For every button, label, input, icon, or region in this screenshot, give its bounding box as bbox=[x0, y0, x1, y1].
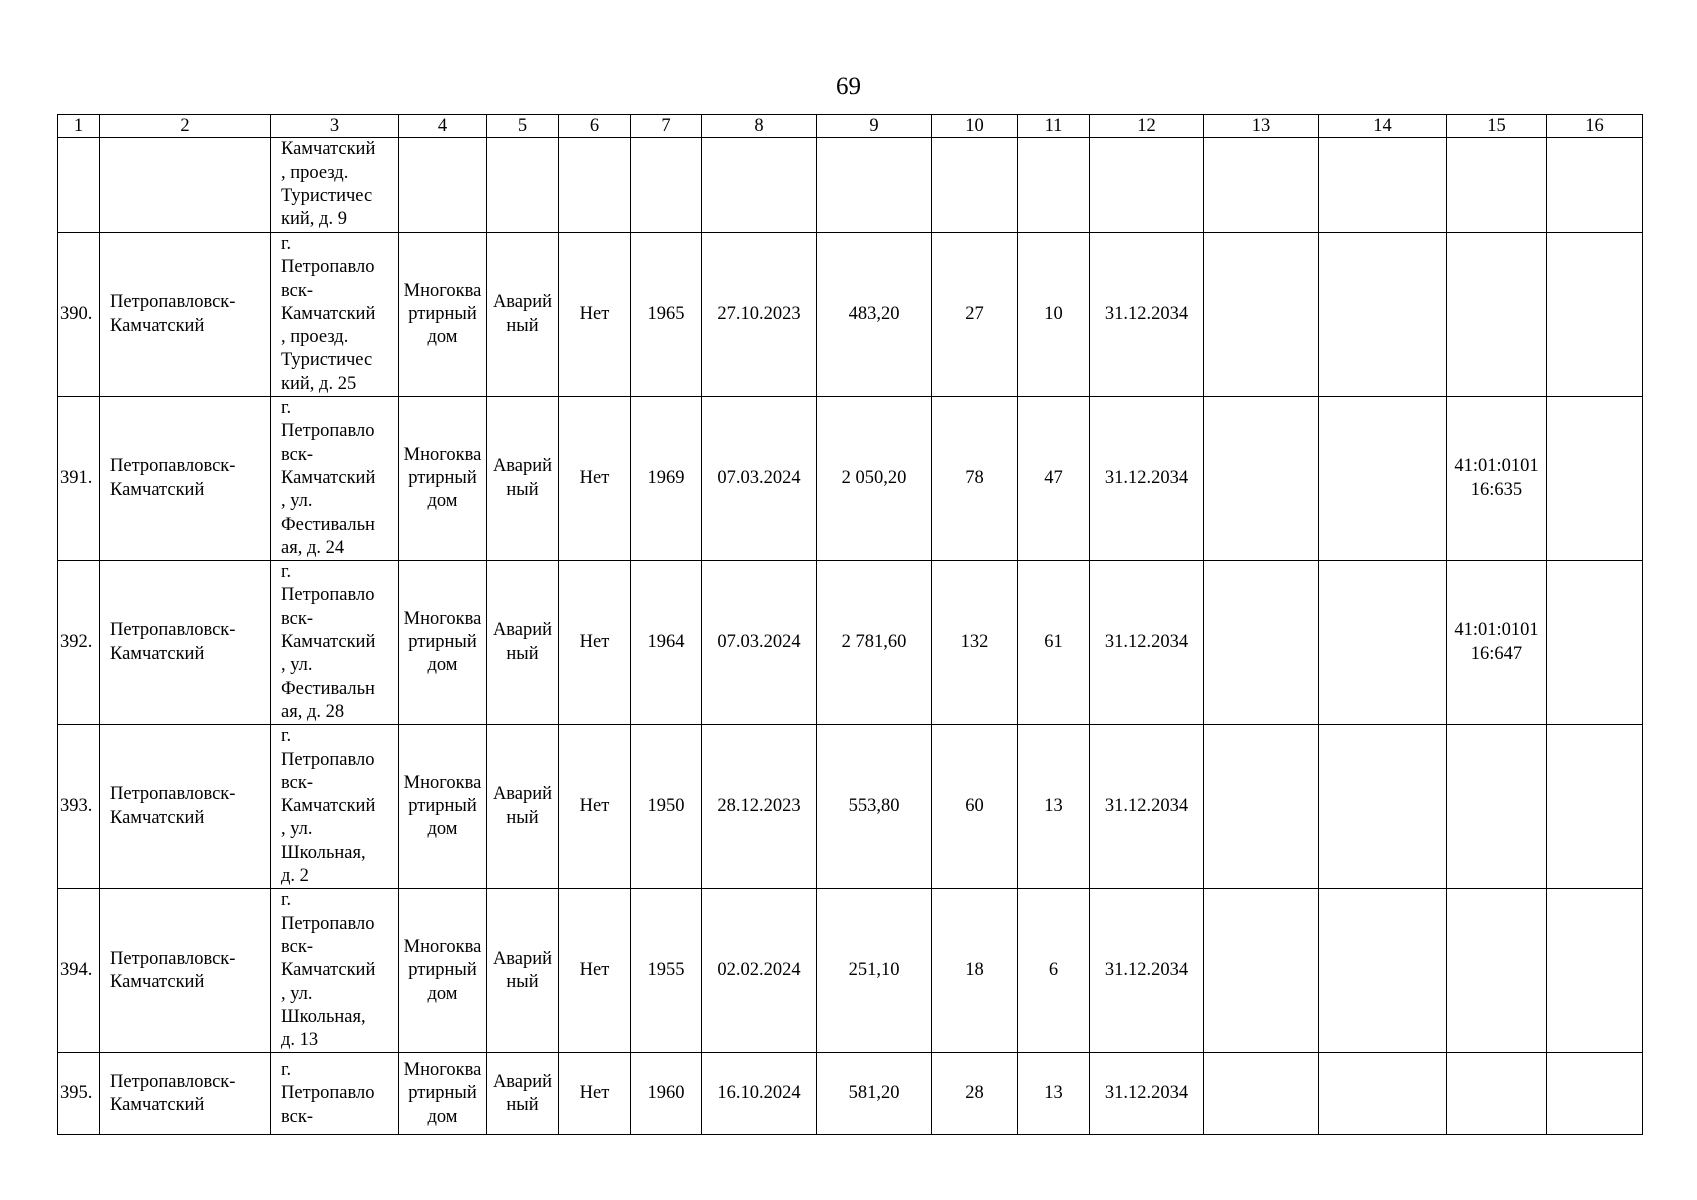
cadastral-line: 41:01:0101 bbox=[1454, 456, 1539, 477]
cadastral-number-cell bbox=[1447, 561, 1547, 725]
building-type-cell bbox=[399, 725, 487, 889]
deadline-cell: 31.12.2034 bbox=[1090, 889, 1204, 1053]
col6-cell: Нет bbox=[559, 725, 631, 889]
building-type-line: ртирный bbox=[408, 632, 477, 653]
address-line: г. bbox=[281, 234, 292, 254]
column-number: 6 bbox=[559, 115, 631, 138]
column-number: 15 bbox=[1447, 115, 1547, 138]
row-number-cell: 390. bbox=[58, 233, 100, 397]
status-cell bbox=[487, 233, 559, 397]
table-row bbox=[58, 397, 1643, 561]
table-row bbox=[58, 1053, 1643, 1135]
cadastral-number-cell bbox=[1447, 233, 1547, 397]
building-type-line: Многоква bbox=[403, 772, 482, 793]
municipality-line: Камчатский bbox=[110, 315, 205, 336]
empty-cell bbox=[100, 138, 271, 233]
table-row bbox=[58, 725, 1643, 889]
empty-cell bbox=[1090, 138, 1204, 233]
address-line: , проезд. bbox=[281, 327, 349, 348]
building-type-line: дом bbox=[427, 655, 458, 676]
address-line: ая, д. 24 bbox=[281, 537, 345, 558]
col6-cell: Нет bbox=[559, 397, 631, 561]
address-line: , ул. bbox=[281, 819, 313, 840]
address-line: , ул. bbox=[281, 491, 313, 512]
municipality-line: Петропавловск- bbox=[110, 292, 236, 313]
date-cell: 16.10.2024 bbox=[702, 1053, 817, 1135]
col13-cell bbox=[1204, 233, 1319, 397]
empty-cell bbox=[702, 138, 817, 233]
year-cell: 1955 bbox=[631, 889, 702, 1053]
address-line: Камчатский bbox=[281, 796, 376, 817]
building-type-cell bbox=[399, 1053, 487, 1135]
building-type-line: Многоква bbox=[403, 936, 482, 957]
address-line: вск- bbox=[281, 1106, 313, 1127]
column-number: 8 bbox=[702, 115, 817, 138]
building-type-cell bbox=[399, 889, 487, 1053]
units-cell: 10 bbox=[1018, 233, 1090, 397]
municipality-line: Камчатский bbox=[110, 807, 205, 828]
deadline-cell: 31.12.2034 bbox=[1090, 1053, 1204, 1135]
area-cell: 2 050,20 bbox=[817, 397, 932, 561]
row-number-cell: 393. bbox=[58, 725, 100, 889]
address-cell bbox=[271, 397, 399, 561]
year-cell: 1965 bbox=[631, 233, 702, 397]
municipality-line: Камчатский bbox=[110, 479, 205, 500]
address-line: кий, д. 25 bbox=[281, 373, 357, 394]
col14-cell bbox=[1319, 889, 1447, 1053]
area-cell: 251,10 bbox=[817, 889, 932, 1053]
table-row bbox=[58, 233, 1643, 397]
column-number: 13 bbox=[1204, 115, 1319, 138]
cadastral-line: 16:635 bbox=[1470, 479, 1523, 500]
address-line: г. bbox=[281, 726, 292, 747]
empty-cell bbox=[1018, 138, 1090, 233]
date-cell: 07.03.2024 bbox=[702, 397, 817, 561]
table-body bbox=[58, 115, 1643, 1135]
address-line: Туристичес bbox=[281, 186, 373, 206]
address-line: Петропавло bbox=[281, 913, 375, 934]
building-type-line: ртирный bbox=[408, 960, 477, 981]
empty-cell bbox=[58, 138, 100, 233]
municipality-cell bbox=[100, 561, 271, 725]
status-cell bbox=[487, 1053, 559, 1135]
empty-cell bbox=[1319, 138, 1447, 233]
building-type-cell bbox=[399, 397, 487, 561]
col14-cell bbox=[1319, 397, 1447, 561]
address-line: , проезд. bbox=[281, 162, 349, 183]
address-line: кий, д. 9 bbox=[281, 209, 347, 230]
column-number: 1 bbox=[58, 115, 100, 138]
units-cell: 61 bbox=[1018, 561, 1090, 725]
address-cell bbox=[271, 889, 399, 1053]
status-line: ный bbox=[506, 807, 539, 828]
year-cell: 1950 bbox=[631, 725, 702, 889]
col16-cell bbox=[1547, 233, 1643, 397]
address-line: г. bbox=[281, 890, 292, 911]
status-line: ный bbox=[506, 643, 539, 664]
status-line: Аварий bbox=[492, 620, 553, 641]
deadline-cell: 31.12.2034 bbox=[1090, 397, 1204, 561]
date-cell: 27.10.2023 bbox=[702, 233, 817, 397]
cadastral-number-cell bbox=[1447, 397, 1547, 561]
building-type-line: дом bbox=[427, 1106, 458, 1127]
building-type-line: дом bbox=[427, 491, 458, 512]
building-type-line: Многоква bbox=[403, 280, 482, 301]
area-cell: 581,20 bbox=[817, 1053, 932, 1135]
address-cell bbox=[271, 1053, 399, 1135]
address-line: Камчатский bbox=[281, 632, 376, 653]
col16-cell bbox=[1547, 889, 1643, 1053]
residents-cell: 27 bbox=[932, 233, 1018, 397]
table-row bbox=[58, 889, 1643, 1053]
building-type-line: Многоква bbox=[403, 444, 482, 465]
status-cell bbox=[487, 889, 559, 1053]
municipality-cell bbox=[100, 1053, 271, 1135]
column-number: 10 bbox=[932, 115, 1018, 138]
cadastral-number-cell bbox=[1447, 1053, 1547, 1135]
column-number: 16 bbox=[1547, 115, 1643, 138]
status-line: Аварий bbox=[492, 456, 553, 477]
building-type-line: ртирный bbox=[408, 1083, 477, 1104]
deadline-cell: 31.12.2034 bbox=[1090, 561, 1204, 725]
col16-cell bbox=[1547, 725, 1643, 889]
status-line: Аварий bbox=[492, 784, 553, 805]
address-line: вск- bbox=[281, 936, 313, 957]
col13-cell bbox=[1204, 725, 1319, 889]
building-type-line: дом bbox=[427, 327, 458, 348]
year-cell: 1969 bbox=[631, 397, 702, 561]
address-line: Фестивальн bbox=[281, 678, 375, 699]
col16-cell bbox=[1547, 561, 1643, 725]
building-type-line: дом bbox=[427, 983, 458, 1004]
row-number-cell: 391. bbox=[58, 397, 100, 561]
address-line: г. bbox=[281, 562, 292, 583]
municipality-cell bbox=[100, 397, 271, 561]
address-line: Камчатский bbox=[281, 960, 376, 981]
cadastral-line: 41:01:0101 bbox=[1454, 620, 1539, 641]
column-number: 4 bbox=[399, 115, 487, 138]
address-line: г. bbox=[281, 398, 292, 419]
address-line: Школьная, bbox=[281, 1006, 366, 1027]
municipality-cell bbox=[100, 233, 271, 397]
municipality-line: Петропавловск- bbox=[110, 1071, 236, 1092]
column-number: 7 bbox=[631, 115, 702, 138]
status-line: Аварий bbox=[492, 292, 553, 313]
status-cell bbox=[487, 561, 559, 725]
address-cell bbox=[271, 561, 399, 725]
address-line: Петропавло bbox=[281, 1083, 375, 1104]
page-number: 69 bbox=[836, 73, 861, 100]
address-line: Туристичес bbox=[281, 350, 373, 371]
address-cell bbox=[271, 725, 399, 889]
col6-cell: Нет bbox=[559, 1053, 631, 1135]
residents-cell: 18 bbox=[932, 889, 1018, 1053]
address-line: , ул. bbox=[281, 983, 313, 1004]
status-line: Аварий bbox=[492, 1071, 553, 1092]
empty-cell bbox=[932, 138, 1018, 233]
area-cell: 483,20 bbox=[817, 233, 932, 397]
deadline-cell: 31.12.2034 bbox=[1090, 233, 1204, 397]
col14-cell bbox=[1319, 1053, 1447, 1135]
date-cell: 02.02.2024 bbox=[702, 889, 817, 1053]
col14-cell bbox=[1319, 233, 1447, 397]
building-type-cell bbox=[399, 561, 487, 725]
col16-cell bbox=[1547, 397, 1643, 561]
empty-cell bbox=[559, 138, 631, 233]
year-cell: 1964 bbox=[631, 561, 702, 725]
empty-cell bbox=[1204, 138, 1319, 233]
column-number: 5 bbox=[487, 115, 559, 138]
column-number: 9 bbox=[817, 115, 932, 138]
row-number-cell: 395. bbox=[58, 1053, 100, 1135]
building-type-line: ртирный bbox=[408, 303, 477, 324]
status-cell bbox=[487, 725, 559, 889]
municipality-line: Петропавловск- bbox=[110, 456, 236, 477]
col6-cell: Нет bbox=[559, 889, 631, 1053]
address-line: Камчатский bbox=[281, 303, 376, 324]
empty-cell bbox=[487, 138, 559, 233]
empty-cell bbox=[399, 138, 487, 233]
column-number: 11 bbox=[1018, 115, 1090, 138]
status-line: ный bbox=[506, 479, 539, 500]
address-line: вск- bbox=[281, 608, 313, 629]
building-type-line: ртирный bbox=[408, 796, 477, 817]
address-line: Фестивальн bbox=[281, 514, 375, 535]
col13-cell bbox=[1204, 889, 1319, 1053]
units-cell: 13 bbox=[1018, 725, 1090, 889]
deadline-cell: 31.12.2034 bbox=[1090, 725, 1204, 889]
residents-cell: 28 bbox=[932, 1053, 1018, 1135]
cadastral-number-cell bbox=[1447, 889, 1547, 1053]
building-type-cell bbox=[399, 233, 487, 397]
address-line: Школьная, bbox=[281, 842, 366, 863]
address-line: д. 13 bbox=[281, 1030, 319, 1051]
address-line: Петропавло bbox=[281, 257, 375, 278]
column-number: 2 bbox=[100, 115, 271, 138]
empty-cell bbox=[1447, 138, 1547, 233]
col13-cell bbox=[1204, 1053, 1319, 1135]
col13-cell bbox=[1204, 561, 1319, 725]
units-cell: 6 bbox=[1018, 889, 1090, 1053]
column-number: 12 bbox=[1090, 115, 1204, 138]
municipality-line: Камчатский bbox=[110, 1094, 205, 1115]
area-cell: 2 781,60 bbox=[817, 561, 932, 725]
address-cell bbox=[271, 138, 399, 233]
date-cell: 28.12.2023 bbox=[702, 725, 817, 889]
municipality-cell bbox=[100, 889, 271, 1053]
residents-cell: 78 bbox=[932, 397, 1018, 561]
address-line: Камчатский bbox=[281, 467, 376, 488]
table-row bbox=[58, 561, 1643, 725]
units-cell: 13 bbox=[1018, 1053, 1090, 1135]
continuation-row bbox=[58, 138, 1643, 233]
municipality-line: Петропавловск- bbox=[110, 948, 236, 969]
building-type-line: ртирный bbox=[408, 467, 477, 488]
col6-cell: Нет bbox=[559, 561, 631, 725]
empty-cell bbox=[1547, 138, 1643, 233]
column-number: 3 bbox=[271, 115, 399, 138]
address-line: Петропавло bbox=[281, 749, 375, 770]
status-line: ный bbox=[506, 1094, 539, 1115]
municipality-line: Камчатский bbox=[110, 971, 205, 992]
status-line: ный bbox=[506, 971, 539, 992]
column-number: 14 bbox=[1319, 115, 1447, 138]
address-line: ая, д. 28 bbox=[281, 701, 345, 722]
empty-cell bbox=[817, 138, 932, 233]
col6-cell: Нет bbox=[559, 233, 631, 397]
row-number-cell: 394. bbox=[58, 889, 100, 1053]
col14-cell bbox=[1319, 561, 1447, 725]
cadastral-line: 16:647 bbox=[1470, 643, 1523, 664]
cadastral-number-cell bbox=[1447, 725, 1547, 889]
address-cell bbox=[271, 233, 399, 397]
col14-cell bbox=[1319, 725, 1447, 889]
address-line: , ул. bbox=[281, 655, 313, 676]
units-cell: 47 bbox=[1018, 397, 1090, 561]
building-type-line: Многоква bbox=[403, 608, 482, 629]
residents-cell: 132 bbox=[932, 561, 1018, 725]
year-cell: 1960 bbox=[631, 1053, 702, 1135]
address-line: вск- bbox=[281, 280, 313, 301]
building-type-line: Многоква bbox=[403, 1059, 482, 1080]
column-number-row bbox=[58, 115, 1643, 138]
address-line: д. 2 bbox=[281, 866, 309, 887]
housing-registry-table bbox=[57, 114, 1643, 1135]
empty-cell bbox=[631, 138, 702, 233]
date-cell: 07.03.2024 bbox=[702, 561, 817, 725]
address-line: вск- bbox=[281, 772, 313, 793]
area-cell: 553,80 bbox=[817, 725, 932, 889]
status-line: ный bbox=[506, 315, 539, 336]
municipality-line: Камчатский bbox=[110, 643, 205, 664]
address-line: Петропавло bbox=[281, 421, 375, 442]
address-line: Петропавло bbox=[281, 585, 375, 606]
address-line: вск- bbox=[281, 444, 313, 465]
row-number-cell: 392. bbox=[58, 561, 100, 725]
status-cell bbox=[487, 397, 559, 561]
municipality-line: Петропавловск- bbox=[110, 620, 236, 641]
address-line: Камчатский bbox=[281, 139, 376, 160]
municipality-cell bbox=[100, 725, 271, 889]
residents-cell: 60 bbox=[932, 725, 1018, 889]
address-line: г. bbox=[281, 1059, 292, 1080]
building-type-line: дом bbox=[427, 819, 458, 840]
status-line: Аварий bbox=[492, 948, 553, 969]
col16-cell bbox=[1547, 1053, 1643, 1135]
col13-cell bbox=[1204, 397, 1319, 561]
municipality-line: Петропавловск- bbox=[110, 784, 236, 805]
